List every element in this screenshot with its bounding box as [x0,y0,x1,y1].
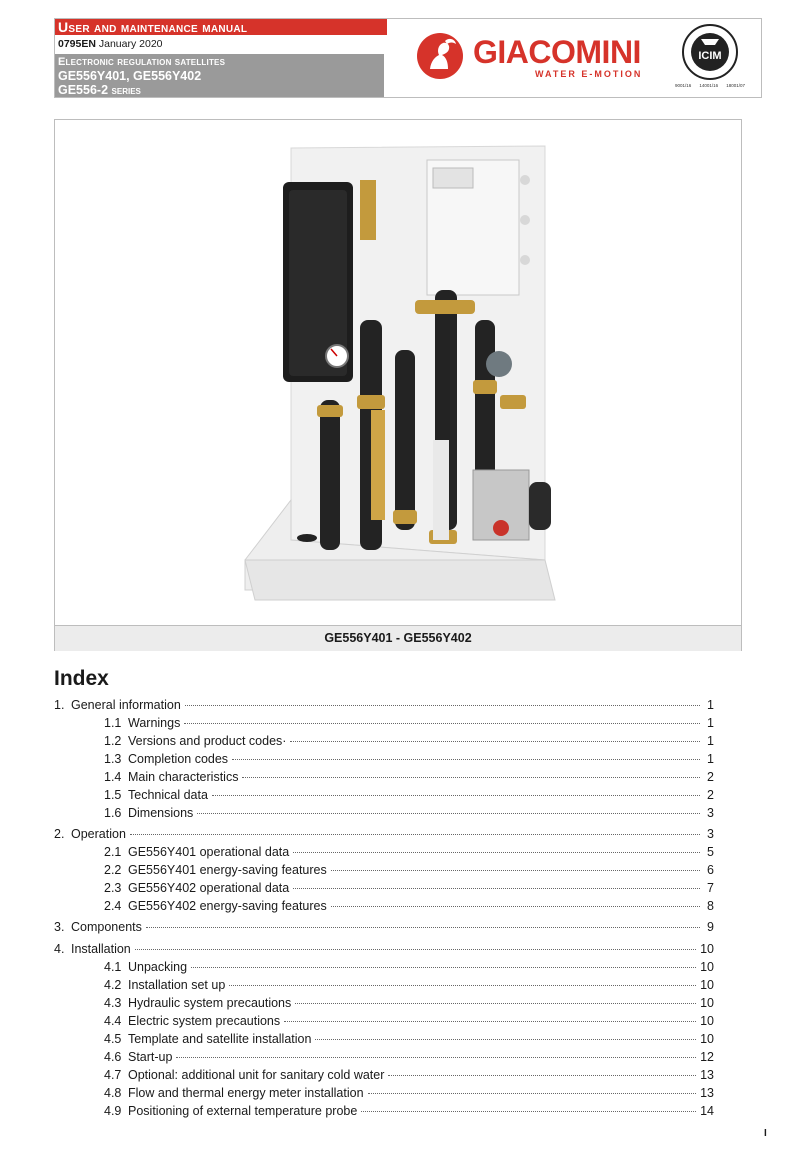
toc-page: 10 [700,942,714,956]
page-number: I [764,1128,767,1139]
toc-label: Operation [71,827,126,841]
toc-number: 1.1 [104,716,122,730]
toc-number: 2.4 [104,899,122,913]
toc-number: 4.1 [104,960,122,974]
giacomini-logo [415,29,655,89]
toc-entry[interactable] [104,769,714,786]
toc-leader [232,759,700,760]
manual-title [55,19,387,35]
toc-number: 2.3 [104,881,122,895]
product-line2: GE556Y401, GE556Y402 [58,69,202,83]
toc-label: Template and satellite installation [128,1032,312,1046]
toc-leader [368,1093,697,1094]
toc-entry[interactable] [104,995,714,1012]
toc-number: 4.7 [104,1068,122,1082]
toc-entry[interactable] [104,959,714,976]
toc-entry[interactable] [54,826,714,843]
toc-number: 2.1 [104,845,122,859]
toc-number: 4.5 [104,1032,122,1046]
toc-number: 4.2 [104,978,122,992]
index-title: Index [54,667,109,690]
toc-number: 3. [54,920,65,934]
toc-label: General information [71,698,181,712]
toc-page: 10 [700,978,714,992]
toc-label: Versions and product codes· [128,734,287,748]
toc-page: 6 [707,863,714,877]
toc-entry[interactable] [104,1013,714,1030]
toc-number: 4.6 [104,1050,122,1064]
toc-entry[interactable] [54,941,714,958]
toc-entry[interactable] [104,1067,714,1084]
toc-page: 10 [700,1014,714,1028]
toc-leader [212,795,700,796]
toc-leader [146,927,700,928]
toc-label: Positioning of external temperature probe [128,1104,358,1118]
toc-leader [135,949,696,950]
toc-page: 10 [700,960,714,974]
toc-label: Start-up [128,1050,173,1064]
svg-text:ICIM: ICIM [698,50,722,62]
toc-number: 1.6 [104,806,122,820]
doc-date: January 2020 [98,38,163,50]
toc-page: 13 [700,1068,714,1082]
toc-leader [130,834,700,835]
toc-leader [191,967,696,968]
toc-entry[interactable] [104,844,714,861]
toc-number: 2. [54,827,65,841]
toc-number: 1.5 [104,788,122,802]
toc-leader [184,723,700,724]
figure-caption: GE556Y401 - GE556Y402 [55,625,741,651]
brand-tagline: WATER E-MOTION [535,69,643,79]
toc-entry[interactable] [104,805,714,822]
toc-label: Installation set up [128,978,226,992]
toc-number: 4.4 [104,1014,122,1028]
toc-label: Dimensions [128,806,194,820]
toc-leader [293,852,700,853]
toc-entry[interactable] [104,1103,714,1120]
toc-page: 1 [707,716,714,730]
product-line3 [58,83,384,98]
toc-entry[interactable] [54,697,714,714]
toc-page: 3 [707,806,714,820]
toc-entry[interactable] [54,919,714,936]
toc-entry[interactable] [104,733,714,750]
product-series: GE556-2 [58,83,109,97]
toc-leader [295,1003,696,1004]
brand-name: GIACOMINI [473,34,641,70]
toc-entry[interactable] [104,1085,714,1102]
toc-page: 13 [700,1086,714,1100]
toc-label: GE556Y401 energy-saving features [128,863,327,877]
toc-leader [388,1075,696,1076]
toc-label: Hydraulic system precautions [128,996,292,1010]
toc-label: Unpacking [128,960,188,974]
toc-label: Warnings [128,716,181,730]
icim-seal-icon [675,23,745,83]
toc-entry[interactable] [104,977,714,994]
toc-page: 3 [707,827,714,841]
toc-entry[interactable] [104,880,714,897]
toc-number: 4. [54,942,65,956]
toc-page: 1 [707,698,714,712]
toc-page: 10 [700,1032,714,1046]
toc-page: 10 [700,996,714,1010]
toc-leader [229,985,696,986]
toc-label: Flow and thermal energy meter installation [128,1086,364,1100]
toc-entry[interactable] [104,898,714,915]
toc-number: 1.3 [104,752,122,766]
toc-label: GE556Y402 energy-saving features [128,899,327,913]
cert-codes [675,83,745,88]
toc-entry[interactable] [104,862,714,879]
toc-label: GE556Y401 operational data [128,845,290,859]
toc-label: Technical data [128,788,208,802]
certification-seal [675,23,745,95]
toc-leader [197,813,700,814]
manual-title-text: User and maintenance manual [58,19,248,35]
toc-page: 5 [707,845,714,859]
toc-number: 1.2 [104,734,122,748]
toc-page: 1 [707,752,714,766]
toc-label: Components [71,920,142,934]
toc-entry[interactable] [104,715,714,732]
cert-code-1: 9001/16 [675,83,692,88]
toc-page: 2 [707,770,714,784]
product-series-suffix: series [111,85,141,97]
toc-number: 2.2 [104,863,122,877]
toc-number: 4.8 [104,1086,122,1100]
doc-code: 0795EN [58,38,96,50]
toc-leader [315,1039,696,1040]
toc-number: 4.3 [104,996,122,1010]
toc-page: 9 [707,920,714,934]
toc-label: Electric system precautions [128,1014,281,1028]
toc-entry[interactable] [104,751,714,768]
toc-label: Installation [71,942,131,956]
giacomini-emblem-icon [415,31,465,81]
satellite-unit-illustration [55,120,741,624]
toc-page: 2 [707,788,714,802]
toc-leader [293,888,700,889]
toc-leader [361,1111,696,1112]
toc-leader [176,1057,696,1058]
toc-page: 8 [707,899,714,913]
toc-entry[interactable] [104,1049,714,1066]
toc-page: 14 [700,1104,714,1118]
toc-label: Optional: additional unit for sanitary cold water [128,1068,385,1082]
cert-code-3: 18001/07 [726,83,745,88]
toc-entry[interactable] [104,787,714,804]
toc-page: 1 [707,734,714,748]
toc-page: 12 [700,1050,714,1064]
document-header [54,18,762,98]
toc-leader [242,777,700,778]
toc-label: Completion codes [128,752,229,766]
toc-leader [284,1021,696,1022]
toc-leader [331,870,700,871]
toc-leader [331,906,700,907]
toc-label: Main characteristics [128,770,239,784]
toc-label: GE556Y402 operational data [128,881,290,895]
product-line1: Electronic regulation satellites [58,56,226,68]
doc-code-line [55,37,387,52]
cert-code-2: 14001/16 [699,83,719,88]
toc-page: 7 [707,881,714,895]
product-figure [54,119,742,651]
toc-entry[interactable] [104,1031,714,1048]
toc-number: 4.9 [104,1104,122,1118]
toc-leader [290,741,700,742]
toc-leader [185,705,700,706]
product-banner [55,54,384,97]
toc-number: 1.4 [104,770,122,784]
toc-number: 1. [54,698,65,712]
